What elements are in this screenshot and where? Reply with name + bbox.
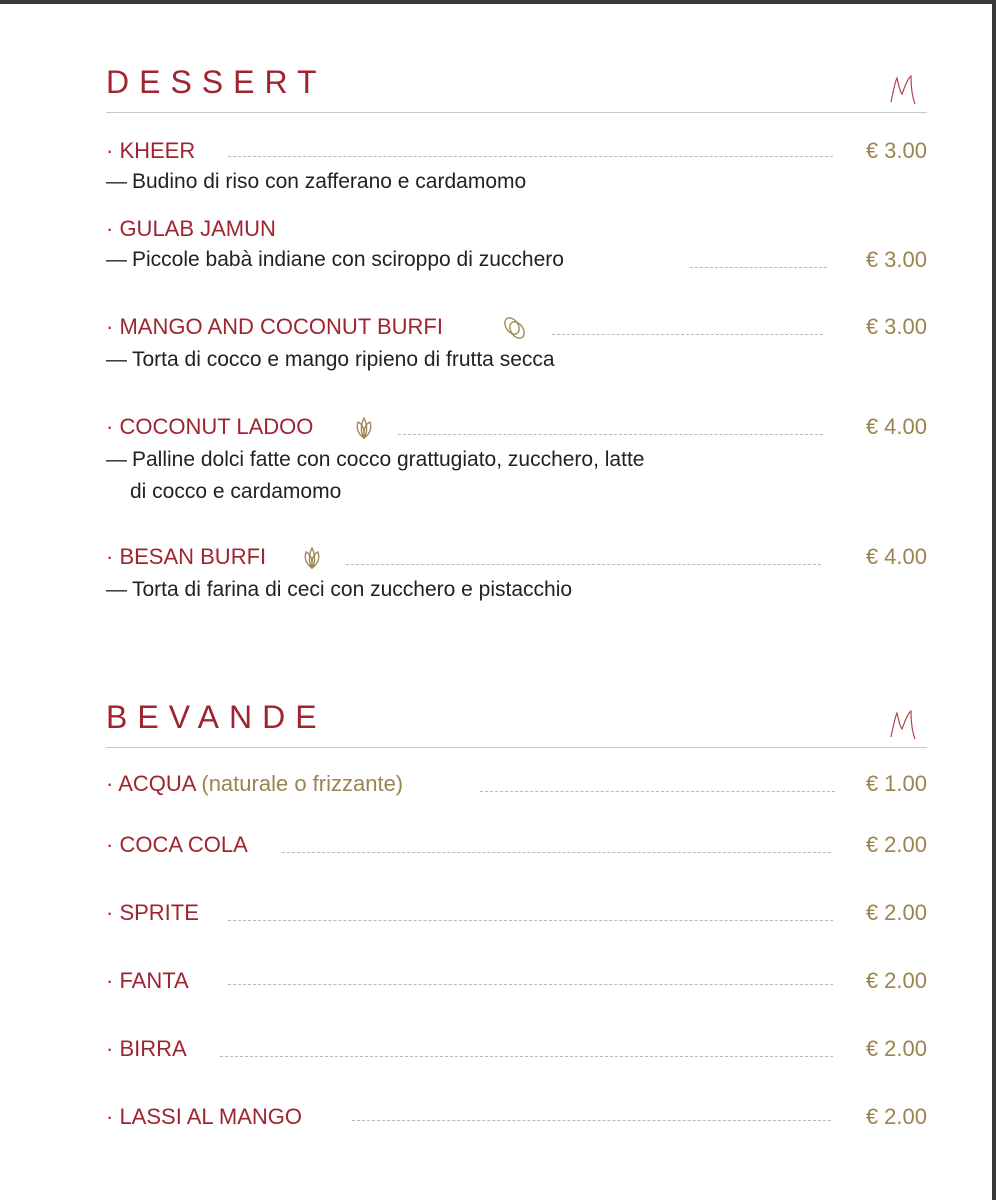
menu-item: [106, 312, 927, 342]
menu-item: [106, 966, 927, 996]
dash-icon: —: [106, 248, 127, 271]
menu-item: [106, 898, 927, 928]
menu-item: [106, 412, 927, 442]
menu-item: [106, 136, 927, 166]
item-name: · ACQUA (naturale o frizzante): [106, 771, 404, 796]
item-price: € 2.00: [865, 900, 927, 925]
dash-icon: —: [106, 448, 127, 471]
item-price: € 2.00: [865, 1036, 927, 1061]
item-description: — Piccole babà indiane con sciroppo di zucchero: [106, 244, 564, 276]
section-title: DESSERT: [106, 64, 327, 100]
dot-leader: [352, 1120, 831, 1121]
section-divider: [106, 112, 927, 113]
item-name: · COCONUT LADOO: [106, 414, 314, 439]
item-name: · SPRITE: [106, 900, 199, 925]
item-description: — Palline dolci fatte con cocco grattugiato, zucchero, latte: [106, 444, 644, 476]
item-price: € 2.00: [865, 832, 927, 857]
item-name: · FANTA: [106, 968, 189, 993]
leaf-icon: [298, 544, 326, 572]
item-name: · MANGO AND COCONUT BURFI: [106, 314, 443, 339]
signature-logo-icon: [887, 68, 923, 108]
menu-item: [106, 1102, 927, 1132]
dot-leader: [480, 791, 835, 792]
item-price: € 4.00: [865, 544, 927, 569]
dash-icon: —: [106, 578, 127, 601]
item-price: € 3.00: [865, 314, 927, 339]
item-price: € 3.00: [865, 247, 927, 272]
almond-icon: [500, 314, 528, 342]
item-name: · LASSI AL MANGO: [106, 1104, 303, 1129]
item-name: · GULAB JAMUN: [106, 216, 276, 241]
dot-leader: [552, 334, 823, 335]
item-name: · BESAN BURFI: [106, 544, 267, 569]
dash-icon: —: [106, 170, 127, 193]
item-price: € 3.00: [865, 138, 927, 163]
dot-leader: [220, 1056, 833, 1057]
item-price: € 1.00: [865, 771, 927, 796]
item-price: € 2.00: [865, 968, 927, 993]
menu-item: [106, 769, 927, 799]
menu-page: [0, 4, 992, 1200]
menu-item: [106, 830, 927, 860]
section-title: BEVANDE: [106, 699, 327, 735]
item-note: (naturale o frizzante): [201, 771, 404, 796]
signature-logo-icon: [887, 703, 923, 743]
menu-item-price-row: [106, 245, 927, 275]
item-name: · KHEER: [106, 138, 196, 163]
item-price: € 2.00: [865, 1104, 927, 1129]
dot-leader: [282, 852, 831, 853]
item-description-continued: di cocco e cardamomo: [130, 480, 342, 503]
dot-leader: [228, 920, 833, 921]
item-description: — Torta di cocco e mango ripieno di frutta secca: [106, 344, 555, 376]
dot-leader: [228, 984, 833, 985]
item-name: · COCA COLA: [106, 832, 248, 857]
section-divider: [106, 747, 927, 748]
item-description: — Budino di riso con zafferano e cardamomo: [106, 166, 526, 198]
dot-leader: [398, 434, 823, 435]
leaf-icon: [350, 414, 378, 442]
item-name: · BIRRA: [106, 1036, 187, 1061]
menu-item: [106, 1034, 927, 1064]
menu-item: [106, 214, 927, 244]
dot-leader: [346, 564, 821, 565]
item-price: € 4.00: [865, 414, 927, 439]
menu-item: [106, 542, 927, 572]
dash-icon: —: [106, 348, 127, 371]
item-description: — Torta di farina di ceci con zucchero e pistacchio: [106, 574, 572, 606]
dot-leader: [228, 156, 833, 157]
